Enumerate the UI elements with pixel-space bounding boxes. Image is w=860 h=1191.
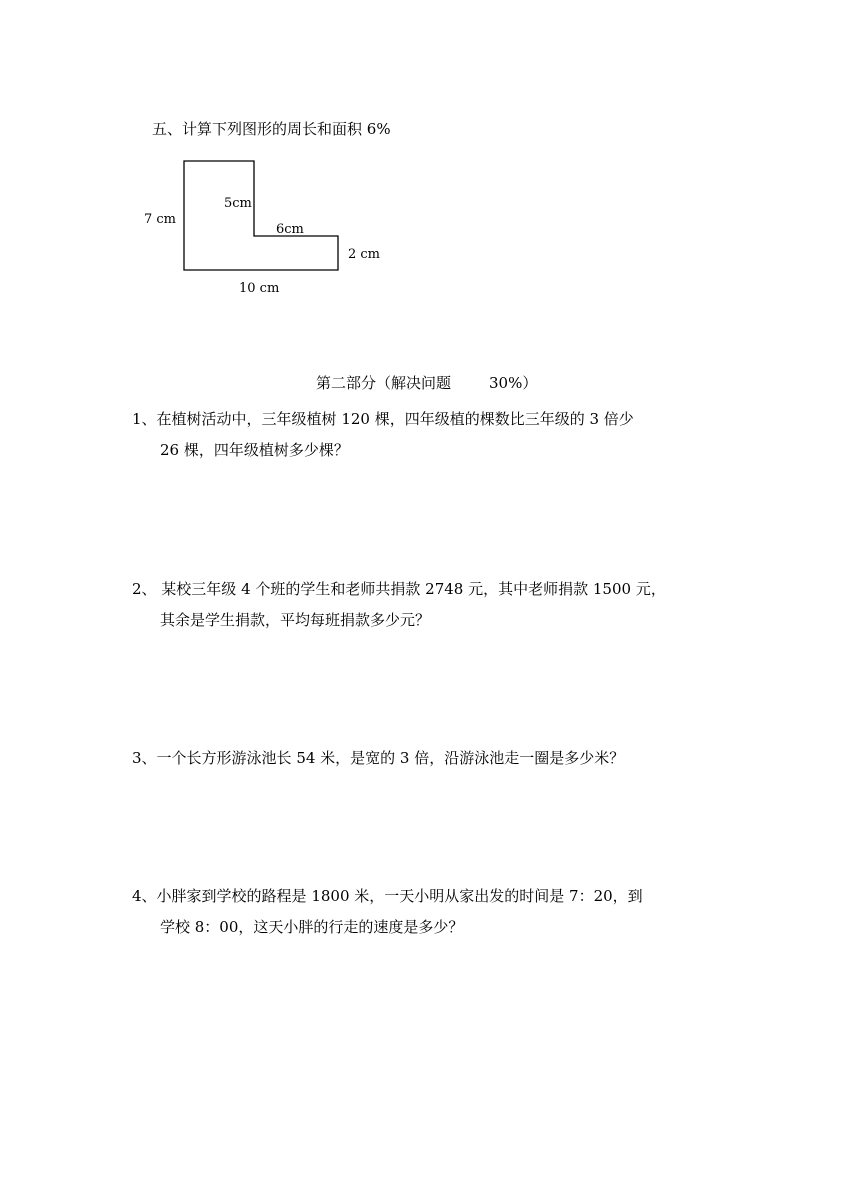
l-shape-figure bbox=[140, 155, 400, 305]
question-2 bbox=[132, 574, 762, 636]
question-4-line-1: 4、小胖家到学校的路程是 1800 米，一天小明从家出发的时间是 7：20，到 bbox=[132, 887, 643, 905]
question-4-line-2: 学校 8：00，这天小胖的行走的速度是多少？ bbox=[160, 918, 464, 936]
question-3 bbox=[132, 743, 762, 774]
label-width: 10 cm bbox=[239, 281, 280, 296]
question-1-line-2: 26 棵，四年级植树多少棵？ bbox=[160, 441, 349, 459]
question-4 bbox=[132, 881, 762, 943]
part-two-percent: 30%） bbox=[489, 374, 538, 392]
part-two-title-text: 第二部分（解决问题 bbox=[316, 374, 452, 392]
question-3-line-1: 3、一个长方形游泳池长 54 米，是宽的 3 倍，沿游泳池走一圈是多少米？ bbox=[132, 749, 625, 767]
part-two-title bbox=[316, 372, 537, 393]
label-inner-vertical: 5cm bbox=[224, 196, 252, 211]
l-shape-outline bbox=[184, 161, 338, 270]
label-inner-horizontal: 6cm bbox=[276, 222, 304, 237]
question-2-line-1: 2、 某校三年级 4 个班的学生和老师共捐款 2748 元，其中老师捐款 1500 元， bbox=[132, 580, 666, 598]
label-right-height: 2 cm bbox=[348, 247, 381, 262]
label-height: 7 cm bbox=[144, 212, 177, 227]
question-1 bbox=[132, 404, 762, 466]
question-1-line-1: 1、在植树活动中，三年级植树 120 棵，四年级植的棵数比三年级的 3 倍少 bbox=[132, 410, 634, 428]
section-title: 五、计算下列图形的周长和面积 6% bbox=[152, 120, 391, 138]
question-2-line-2: 其余是学生捐款，平均每班捐款多少元？ bbox=[160, 611, 431, 629]
